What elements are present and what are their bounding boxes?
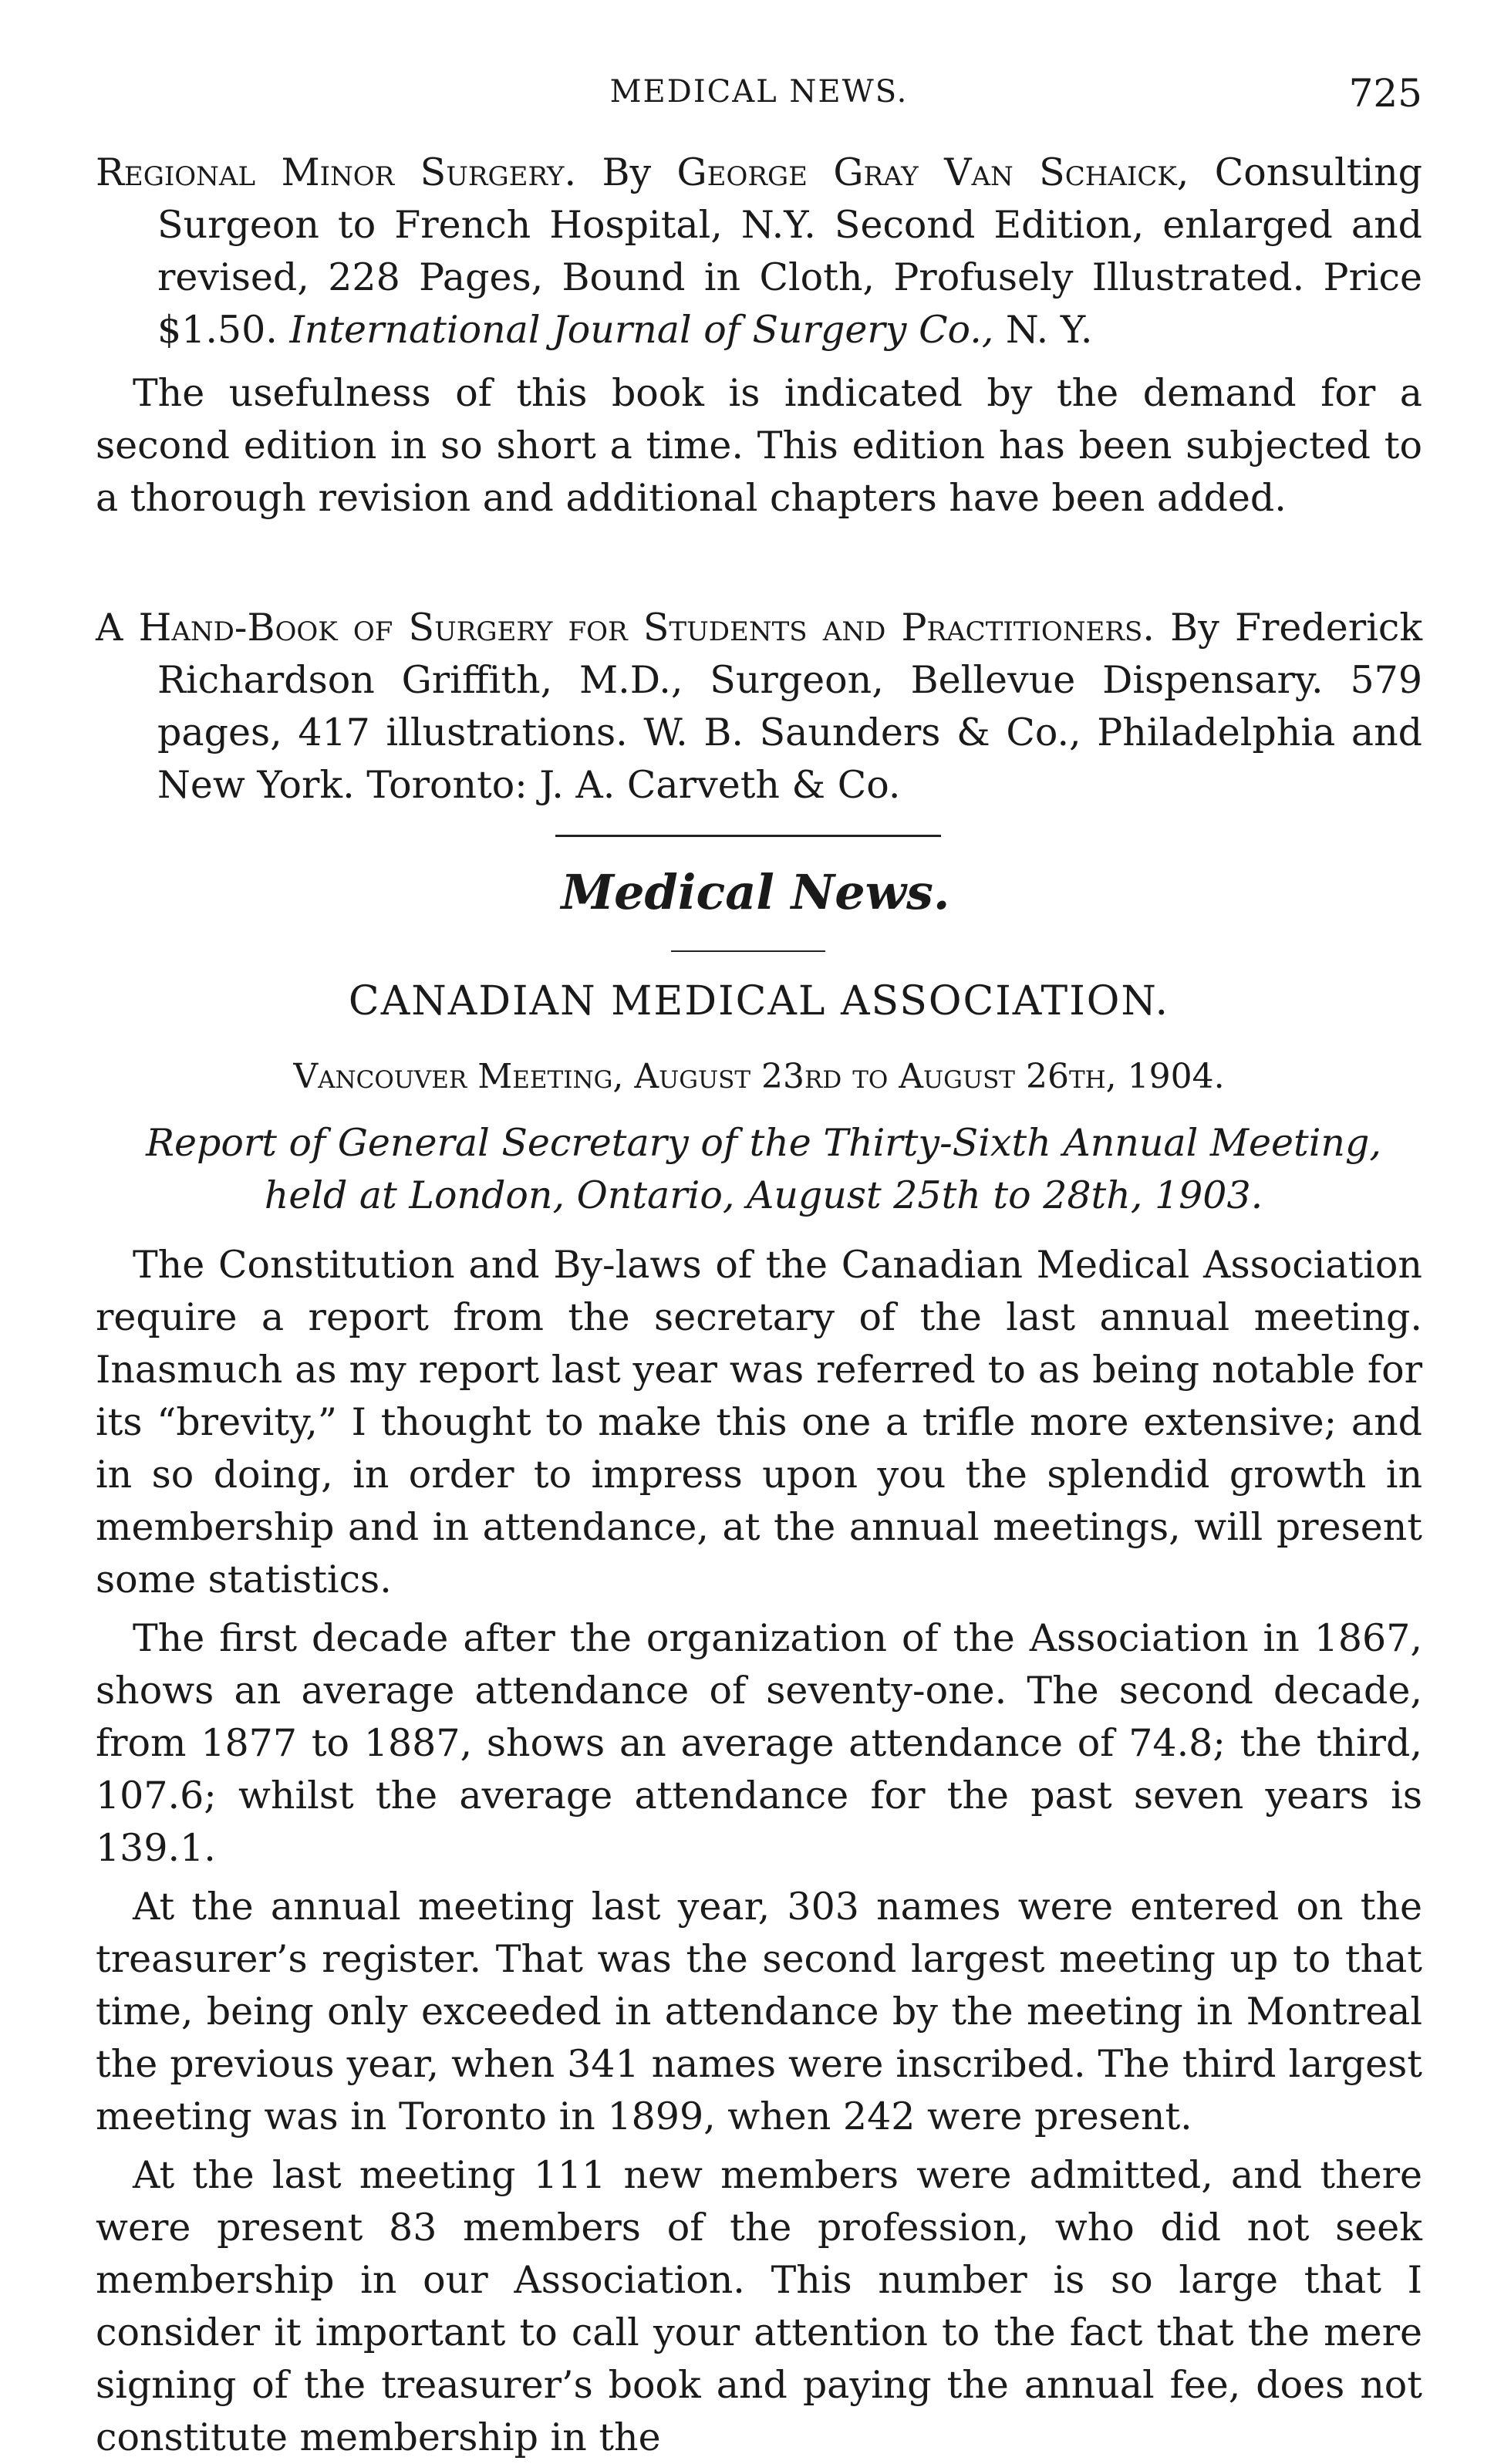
review-publisher: International Journal of Surgery Co., — [289, 308, 994, 352]
review-comment: The usefulness of this book is indicated by the demand for a second edition in so short a time. This edition has been subjected to a thorough revision and additional chapters have been added. — [96, 371, 1422, 520]
review-entry — [96, 147, 1422, 356]
review-by: By — [602, 150, 652, 194]
review-title: Regional Minor Surgery. — [96, 150, 577, 194]
review-publisher-tail: N. Y. — [993, 308, 1093, 352]
review-details: Consulting Surgeon to French Hospital, N.Y. Second Edition, enlarged and revised, 228 Pages, Bound in Cloth, Profusely Illustrated. Price $1.50. — [157, 150, 1422, 352]
review-title: A Hand-Book of Surgery for Students and Practitioners. — [96, 606, 1155, 650]
association-heading: CANADIAN MEDICAL ASSOCIATION. — [348, 978, 1170, 1024]
body-text — [96, 1239, 1422, 2464]
body-paragraph: At the annual meeting last year, 303 names were entered on the treasurer’s register. That was the second largest meeting up to that time, being only exceeded in attendance by the meeting in Montreal the previous year, when 341 names were inscribed. The third largest meeting was in Toronto in 1899, when 242 were present. — [96, 1885, 1422, 2138]
review-details: Frederick Richardson Griffith, M.D., Surgeon, Bellevue Dispensary. 579 pages, 417 illustrations. W. B. Saunders & Co., Philadelphia and New York. Toronto: J. A. Carveth & Co. — [157, 606, 1423, 807]
review-by: By — [1170, 606, 1219, 650]
page-number: 725 — [1348, 71, 1422, 116]
book-review-1 — [96, 147, 1422, 525]
running-head — [96, 71, 1422, 120]
review-author: George Gray Van Schaick, — [676, 150, 1189, 194]
body-paragraph: At the last meeting 111 new members were admitted, and there were present 83 members of the profession, who did not seek membership in our Association. This number is so large that I consider it important to call your attention to the fact that the mere signing of the treasurer’s book and paying the annual fee, does not constitute membership in the — [96, 2153, 1422, 2459]
body-paragraph: The first decade after the organization of the Association in 1867, shows an average attendance of seventy-one. The second decade, from 1877 to 1887, shows an average attendance of 74.8; the third, 107.6; whilst the average attendance for the past seven years is 139.1. — [96, 1616, 1422, 1870]
section-underline — [671, 950, 825, 952]
section-title: Medical News. — [561, 864, 950, 920]
running-title: MEDICAL NEWS. — [609, 74, 909, 110]
body-paragraph: The Constitution and By-laws of the Canadian Medical Association require a report from the secretary of the last annual meeting. Inasmuch as my report last year was referred to as being notable for its “brevity,” I thought to make this one a trifle more extensive; and in so doing, in order to impress upon you the splendid growth in membership and in attendance, at the annual meetings, will present some statistics. — [96, 1243, 1422, 1602]
review-entry — [96, 602, 1422, 812]
meeting-subheading: Vancouver Meeting, August 23rd to August 26th, 1904. — [293, 1057, 1225, 1096]
section-divider — [555, 835, 941, 837]
book-review-2 — [96, 602, 1422, 812]
report-title: Report of General Secretary of the Thirty-Sixth Annual Meeting, held at London, Ontario, August 25th to 28th, 1903. — [146, 1121, 1381, 1217]
